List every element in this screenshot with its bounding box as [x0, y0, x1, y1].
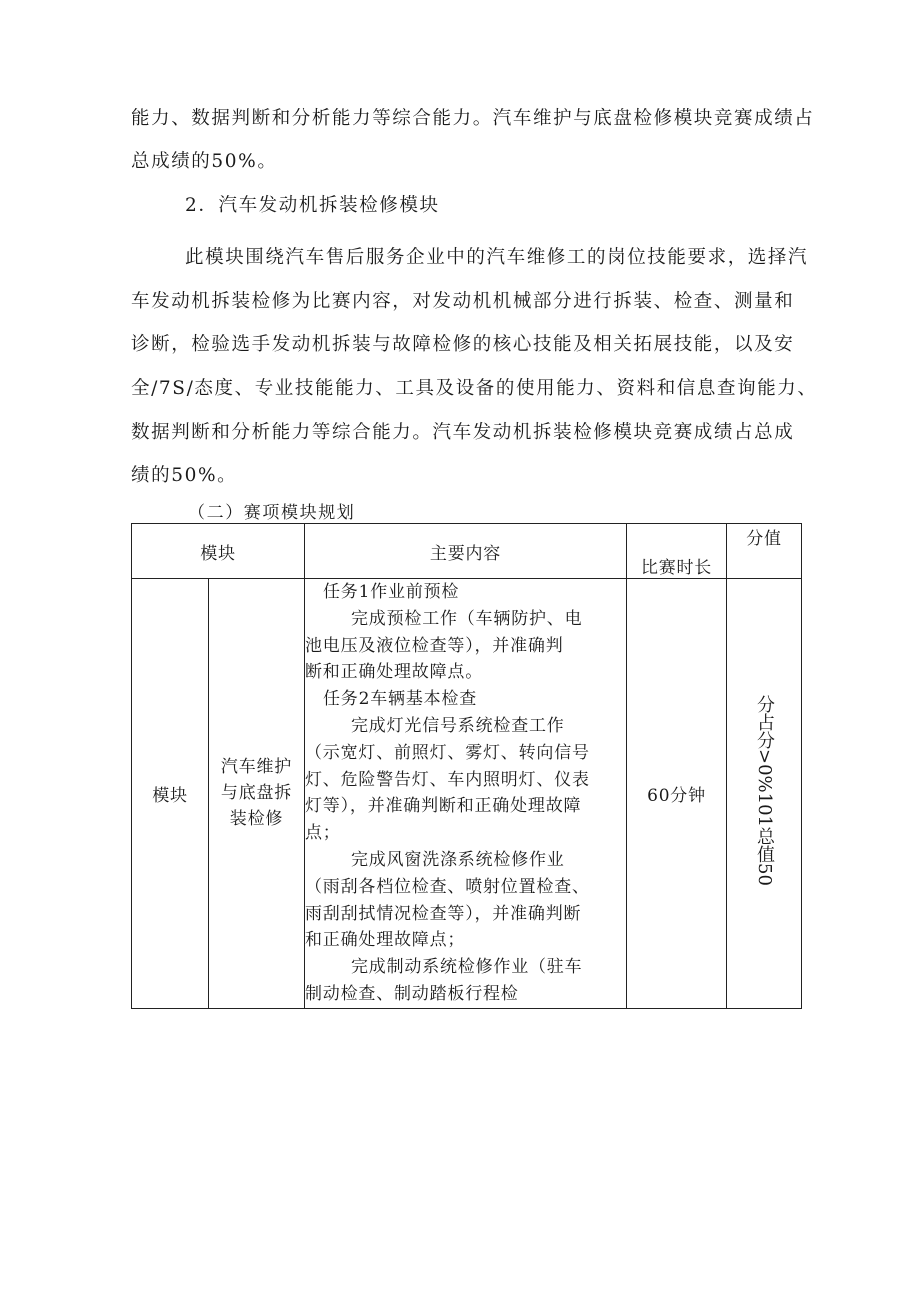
content-line: 池电压及液位检查等），并准确判	[305, 635, 564, 656]
module-cell: 模块	[132, 579, 209, 1009]
content-line: 完成灯光信号系统检查工作	[351, 715, 565, 736]
content-cell	[305, 579, 627, 1009]
paragraph-line: 绩的50%。	[131, 465, 238, 486]
paragraph-line: 诊断，检验选手发动机拆装与故障检修的核心技能及相关拓展技能，以及安	[131, 334, 795, 355]
paragraph-line: 总成绩的50%。	[131, 151, 278, 172]
paragraph-line: 车发动机拆装检修为比赛内容，对发动机机械部分进行拆装、检查、测量和	[131, 291, 795, 312]
paragraph-line: 能力、数据判断和分析能力等综合能力。汽车维护与底盘检修模块竞赛成绩占	[131, 108, 815, 129]
content-line: 灯等），并准确判断和正确处理故障	[305, 796, 582, 817]
content-line: 完成风窗洗涤系统检修作业	[351, 849, 565, 870]
section-heading: 2．汽车发动机拆装检修模块	[185, 195, 440, 216]
content-line: （示宽灯、前照灯、雾灯、转向信号	[305, 742, 590, 763]
content-line: 完成预检工作（车辆防护、电	[351, 608, 583, 629]
paragraph-line: 此模块围绕汽车售后服务企业中的汽车维修工的岗位技能要求，选择汽	[185, 247, 809, 268]
score-text: 分占分>0%101总值50	[754, 695, 775, 887]
table-row	[132, 579, 802, 1009]
content-line: 任务1作业前预检	[323, 582, 460, 602]
score-cell	[727, 579, 802, 1009]
content-line: 点；	[305, 823, 341, 844]
content-line: 雨刮刮拭情况检查等），并准确判断	[305, 903, 582, 924]
subsection-heading: （二）赛项模块规划	[188, 503, 356, 523]
duration-cell: 60分钟	[627, 579, 727, 1009]
module-name-line: 装检修	[229, 809, 284, 830]
module-name-line: 汽车维护	[220, 757, 293, 778]
paragraph-line: 数据判断和分析能力等综合能力。汽车发动机拆装检修模块竞赛成绩占总成	[131, 422, 795, 443]
content-line: 完成制动系统检修作业（驻车	[351, 957, 583, 978]
content-line: 任务2车辆基本检查	[323, 689, 478, 710]
module-plan-table	[131, 523, 802, 1009]
header-module: 模块	[132, 524, 305, 579]
module-name-line: 与底盘拆	[220, 783, 293, 804]
header-duration: 比赛时长	[627, 524, 727, 579]
table-header-row	[132, 524, 802, 579]
content-line: （雨刮各档位检查、喷射位置检查、	[305, 876, 590, 897]
paragraph-line: 全/7S/态度、专业技能能力、工具及设备的使用能力、资料和信息查询能力、	[131, 378, 818, 399]
content-line: 灯、危险警告灯、车内照明灯、仪表	[305, 769, 590, 790]
module-name-cell	[209, 579, 305, 1009]
content-line: 制动检查、制动踏板行程检	[305, 983, 519, 1004]
content-line: 和正确处理故障点；	[305, 930, 466, 951]
content-line: 断和正确处理故障点。	[305, 662, 483, 683]
header-score: 分值	[727, 524, 802, 579]
header-content: 主要内容	[305, 524, 627, 579]
